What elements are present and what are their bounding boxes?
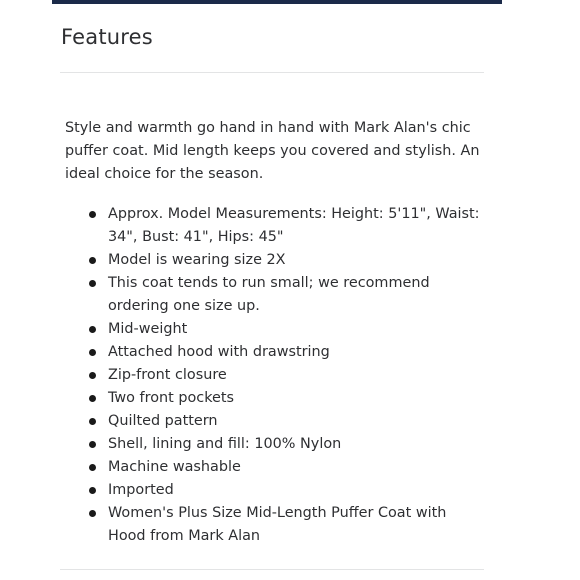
feature-item [65, 433, 485, 456]
feature-item [65, 387, 485, 410]
feature-text: Mid-weight [108, 321, 188, 337]
bullet-icon [89, 395, 96, 402]
feature-item [65, 456, 485, 479]
feature-item [65, 203, 485, 249]
feature-text: Machine washable [108, 459, 241, 475]
feature-text: Zip-front closure [108, 367, 227, 383]
feature-item [65, 410, 485, 433]
bullet-icon [89, 510, 96, 517]
feature-text: Imported [108, 482, 174, 498]
feature-item [65, 249, 485, 272]
bullet-icon [89, 280, 96, 287]
section-title: Features [61, 25, 153, 49]
feature-text: Attached hood with drawstring [108, 344, 330, 360]
bullet-icon [89, 487, 96, 494]
feature-list [65, 203, 485, 548]
bullet-icon [89, 372, 96, 379]
bullet-icon [89, 326, 96, 333]
feature-item [65, 341, 485, 364]
feature-text: Two front pockets [108, 390, 235, 406]
feature-item [65, 272, 485, 318]
bullet-icon [89, 464, 96, 471]
bullet-icon [89, 257, 96, 264]
bullet-icon [89, 211, 96, 218]
bullet-icon [89, 418, 96, 425]
section-divider-top [60, 72, 484, 73]
feature-item [65, 502, 485, 548]
feature-text: Quilted pattern [108, 413, 218, 429]
product-description: Style and warmth go hand in hand with Mark Alan's chic puffer coat. Mid length keeps you covered and stylish. An ideal choice for the season. [65, 120, 480, 182]
bullet-icon [89, 441, 96, 448]
header-accent-bar [52, 0, 502, 4]
bullet-icon [89, 349, 96, 356]
feature-text: Model is wearing size 2X [108, 252, 286, 268]
feature-text: Shell, lining and fill: 100% Nylon [108, 436, 342, 452]
feature-item [65, 364, 485, 387]
feature-item [65, 479, 485, 502]
section-divider-bottom [60, 569, 484, 570]
feature-text: This coat tends to run small; we recommend ordering one size up. [108, 275, 430, 314]
feature-text: Women's Plus Size Mid-Length Puffer Coat with Hood from Mark Alan [108, 505, 447, 544]
feature-text: Approx. Model Measurements: Height: 5'11", Waist: 34", Bust: 41", Hips: 45" [108, 206, 480, 245]
feature-item [65, 318, 485, 341]
